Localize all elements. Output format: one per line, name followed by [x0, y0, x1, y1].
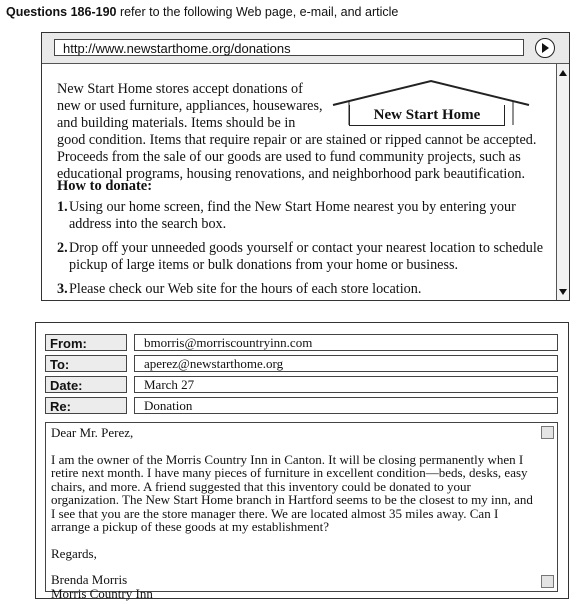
- web-scrollbar[interactable]: [556, 64, 569, 300]
- from-row: [45, 334, 558, 351]
- address-bar: [42, 33, 569, 64]
- step-number: 2.: [57, 240, 68, 256]
- email-body[interactable]: [45, 422, 558, 601]
- step-item: [57, 199, 549, 233]
- subject-label: Re:: [45, 397, 127, 414]
- url-field[interactable]: http://www.newstarthome.org/donations: [54, 39, 524, 56]
- step-number: 3.: [57, 281, 68, 297]
- intro-paragraph: [57, 81, 542, 183]
- email-greeting: Dear Mr. Perez,: [51, 425, 134, 440]
- step-text: Drop off your unneeded goods yourself or contact your nearest location to schedule pickup of large items or bulk donations from your home or business.: [69, 240, 544, 273]
- logo-text: New Start Home: [349, 105, 505, 126]
- step-item: [57, 281, 549, 298]
- step-item: [57, 240, 549, 274]
- from-label: From:: [45, 334, 127, 351]
- email-text: [51, 426, 536, 600]
- go-arrow-icon[interactable]: [535, 38, 555, 58]
- signature-name: Brenda Morris: [51, 572, 128, 587]
- to-row: [45, 355, 558, 372]
- donation-steps: [57, 199, 549, 305]
- step-number: 1.: [57, 199, 68, 215]
- date-row: [45, 376, 558, 393]
- step-text: Using our home screen, find the New Start Home nearest you by entering your address into the search box.: [69, 199, 516, 232]
- how-to-donate-heading: How to donate:: [57, 178, 153, 194]
- scroll-up-icon[interactable]: [559, 70, 567, 76]
- date-field[interactable]: March 27: [134, 376, 558, 393]
- email-scroll-up-icon[interactable]: [541, 426, 554, 439]
- intro-line: and building materials. Items should be in: [57, 115, 296, 131]
- email-scroll-down-icon[interactable]: [541, 575, 554, 588]
- subject-row: [45, 397, 558, 414]
- scroll-down-icon[interactable]: [559, 289, 567, 295]
- subject-field[interactable]: Donation: [134, 397, 558, 414]
- date-label: Date:: [45, 376, 127, 393]
- step-text: Please check our Web site for the hours of each store location.: [69, 281, 422, 297]
- email-window: [35, 322, 569, 599]
- signature-org: Morris Country Inn: [51, 585, 153, 601]
- intro-line: New Start Home stores accept donations of: [57, 81, 303, 97]
- intro-rest: good condition. Items that require repair or are stained or ripped cannot be accepted. Proceeds from the sale of our goods are used to fund community projects, such as educational programs, housing renovations, and neighborhood park beautification.: [57, 132, 537, 182]
- email-closing: Regards,: [51, 545, 97, 561]
- email-paragraph: I am the owner of the Morris Country Inn in Canton. It will be closing permanently when I retire next month. I have many pieces of furniture in excellent condition—beds, desks, easy chairs, and more. A friend suggested that this inventory could be donated to your organization. The New Start Home branch in Hartford seems to be the closest to my inn, and I see that you are the store manager there. We are located almost 35 miles away. Can I arrange a pickup of these goods at my establishment?: [51, 451, 533, 534]
- intro-line: new or used furniture, appliances, housewares,: [57, 98, 323, 114]
- to-label: To:: [45, 355, 127, 372]
- question-instruction: refer to the following Web page, e-mail, and article: [116, 5, 399, 19]
- web-page-window: [41, 32, 570, 301]
- to-field[interactable]: aperez@newstarthome.org: [134, 355, 558, 372]
- question-heading: [6, 5, 398, 19]
- from-field[interactable]: bmorris@morriscountryinn.com: [134, 334, 558, 351]
- question-range: Questions 186-190: [6, 5, 117, 19]
